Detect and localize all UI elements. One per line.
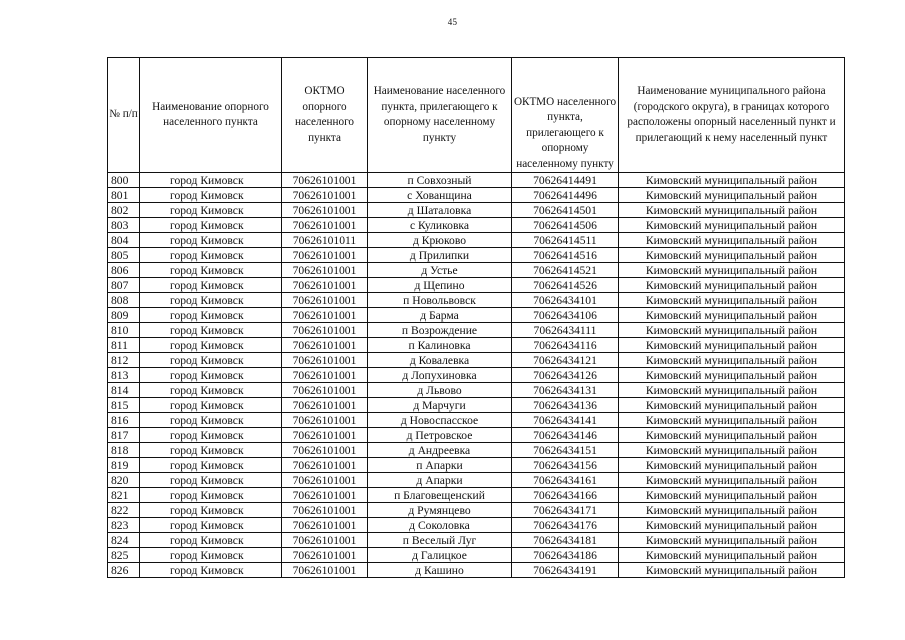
cell-adjacent-settlement: д Петровское — [368, 428, 512, 443]
table-row — [108, 188, 845, 203]
cell-adjacent-settlement: п Возрождение — [368, 323, 512, 338]
table-row — [108, 533, 845, 548]
cell-municipal-district: Кимовский муниципальный район — [619, 218, 845, 233]
cell-support-settlement: город Кимовск — [140, 398, 282, 413]
cell-adjacent-settlement: д Соколовка — [368, 518, 512, 533]
table-row — [108, 248, 845, 263]
cell-support-settlement: город Кимовск — [140, 203, 282, 218]
table-row — [108, 323, 845, 338]
cell-row-number: 820 — [108, 473, 140, 488]
cell-support-oktmo: 70626101001 — [282, 518, 368, 533]
cell-adjacent-settlement: п Калиновка — [368, 338, 512, 353]
cell-municipal-district: Кимовский муниципальный район — [619, 548, 845, 563]
cell-municipal-district: Кимовский муниципальный район — [619, 263, 845, 278]
cell-row-number: 816 — [108, 413, 140, 428]
cell-support-settlement: город Кимовск — [140, 503, 282, 518]
cell-support-settlement: город Кимовск — [140, 368, 282, 383]
cell-adjacent-oktmo: 70626414526 — [512, 278, 619, 293]
cell-adjacent-oktmo: 70626434116 — [512, 338, 619, 353]
cell-adjacent-settlement: п Веселый Луг — [368, 533, 512, 548]
table-row — [108, 233, 845, 248]
table-row — [108, 383, 845, 398]
cell-adjacent-oktmo: 70626434141 — [512, 413, 619, 428]
cell-adjacent-oktmo: 70626414511 — [512, 233, 619, 248]
cell-municipal-district: Кимовский муниципальный район — [619, 233, 845, 248]
cell-adjacent-settlement: д Лопухиновка — [368, 368, 512, 383]
cell-support-oktmo: 70626101001 — [282, 188, 368, 203]
cell-support-oktmo: 70626101001 — [282, 563, 368, 578]
cell-adjacent-settlement: д Щепино — [368, 278, 512, 293]
cell-support-settlement: город Кимовск — [140, 308, 282, 323]
table-row — [108, 338, 845, 353]
cell-support-settlement: город Кимовск — [140, 413, 282, 428]
cell-row-number: 813 — [108, 368, 140, 383]
cell-support-oktmo: 70626101001 — [282, 338, 368, 353]
cell-row-number: 826 — [108, 563, 140, 578]
cell-support-settlement: город Кимовск — [140, 188, 282, 203]
cell-support-settlement: город Кимовск — [140, 173, 282, 188]
cell-support-oktmo: 70626101001 — [282, 428, 368, 443]
header-support-settlement: Наименование опорного населенного пункта — [140, 58, 282, 173]
cell-adjacent-oktmo: 70626434181 — [512, 533, 619, 548]
cell-adjacent-oktmo: 70626434176 — [512, 518, 619, 533]
cell-support-settlement: город Кимовск — [140, 488, 282, 503]
header-adjacent-settlement: Наименование населенного пункта, прилегающего к опорному населенному пункту — [368, 58, 512, 173]
cell-adjacent-oktmo: 70626414496 — [512, 188, 619, 203]
cell-adjacent-settlement: п Совхозный — [368, 173, 512, 188]
cell-support-settlement: город Кимовск — [140, 458, 282, 473]
cell-adjacent-settlement: д Ковалевка — [368, 353, 512, 368]
cell-adjacent-settlement: д Марчуги — [368, 398, 512, 413]
cell-support-settlement: город Кимовск — [140, 428, 282, 443]
cell-support-settlement: город Кимовск — [140, 443, 282, 458]
cell-support-oktmo: 70626101001 — [282, 503, 368, 518]
cell-adjacent-oktmo: 70626434121 — [512, 353, 619, 368]
cell-row-number: 825 — [108, 548, 140, 563]
cell-row-number: 822 — [108, 503, 140, 518]
cell-municipal-district: Кимовский муниципальный район — [619, 203, 845, 218]
cell-row-number: 809 — [108, 308, 140, 323]
cell-adjacent-settlement: д Кашино — [368, 563, 512, 578]
cell-adjacent-oktmo: 70626414491 — [512, 173, 619, 188]
cell-municipal-district: Кимовский муниципальный район — [619, 173, 845, 188]
cell-adjacent-settlement: п Новольвовск — [368, 293, 512, 308]
table-row — [108, 398, 845, 413]
cell-support-oktmo: 70626101001 — [282, 488, 368, 503]
cell-row-number: 807 — [108, 278, 140, 293]
cell-municipal-district: Кимовский муниципальный район — [619, 563, 845, 578]
cell-adjacent-oktmo: 70626434186 — [512, 548, 619, 563]
cell-row-number: 821 — [108, 488, 140, 503]
table-row — [108, 458, 845, 473]
page-number: 45 — [447, 17, 458, 27]
cell-support-oktmo: 70626101001 — [282, 443, 368, 458]
cell-support-oktmo: 70626101001 — [282, 383, 368, 398]
cell-municipal-district: Кимовский муниципальный район — [619, 293, 845, 308]
table-row — [108, 353, 845, 368]
cell-adjacent-settlement: д Румянцево — [368, 503, 512, 518]
cell-adjacent-settlement: д Апарки — [368, 473, 512, 488]
cell-municipal-district: Кимовский муниципальный район — [619, 443, 845, 458]
cell-adjacent-oktmo: 70626434191 — [512, 563, 619, 578]
cell-adjacent-settlement: п Апарки — [368, 458, 512, 473]
cell-municipal-district: Кимовский муниципальный район — [619, 503, 845, 518]
cell-row-number: 803 — [108, 218, 140, 233]
table-row — [108, 308, 845, 323]
cell-row-number: 808 — [108, 293, 140, 308]
cell-support-settlement: город Кимовск — [140, 293, 282, 308]
table-row — [108, 473, 845, 488]
cell-adjacent-oktmo: 70626434106 — [512, 308, 619, 323]
cell-row-number: 800 — [108, 173, 140, 188]
cell-municipal-district: Кимовский муниципальный район — [619, 323, 845, 338]
cell-municipal-district: Кимовский муниципальный район — [619, 533, 845, 548]
cell-municipal-district: Кимовский муниципальный район — [619, 188, 845, 203]
cell-municipal-district: Кимовский муниципальный район — [619, 353, 845, 368]
cell-row-number: 823 — [108, 518, 140, 533]
cell-municipal-district: Кимовский муниципальный район — [619, 413, 845, 428]
cell-adjacent-oktmo: 70626434136 — [512, 398, 619, 413]
cell-row-number: 815 — [108, 398, 140, 413]
table-row — [108, 518, 845, 533]
header-row — [108, 58, 845, 173]
cell-support-settlement: город Кимовск — [140, 548, 282, 563]
cell-support-settlement: город Кимовск — [140, 248, 282, 263]
cell-support-settlement: город Кимовск — [140, 473, 282, 488]
table-row — [108, 203, 845, 218]
cell-municipal-district: Кимовский муниципальный район — [619, 518, 845, 533]
table-row — [108, 218, 845, 233]
cell-support-oktmo: 70626101001 — [282, 263, 368, 278]
cell-support-oktmo: 70626101001 — [282, 533, 368, 548]
cell-row-number: 812 — [108, 353, 140, 368]
cell-adjacent-settlement: д Львово — [368, 383, 512, 398]
cell-support-oktmo: 70626101001 — [282, 473, 368, 488]
cell-support-oktmo: 70626101001 — [282, 458, 368, 473]
cell-adjacent-oktmo: 70626434131 — [512, 383, 619, 398]
header-row-number: № п/п — [108, 58, 140, 173]
cell-row-number: 814 — [108, 383, 140, 398]
cell-support-settlement: город Кимовск — [140, 533, 282, 548]
cell-row-number: 811 — [108, 338, 140, 353]
cell-row-number: 806 — [108, 263, 140, 278]
table-row — [108, 173, 845, 188]
cell-support-oktmo: 70626101001 — [282, 398, 368, 413]
cell-adjacent-oktmo: 70626434101 — [512, 293, 619, 308]
cell-row-number: 801 — [108, 188, 140, 203]
cell-municipal-district: Кимовский муниципальный район — [619, 428, 845, 443]
cell-support-oktmo: 70626101001 — [282, 368, 368, 383]
cell-support-oktmo: 70626101001 — [282, 353, 368, 368]
settlements-table — [107, 57, 845, 578]
cell-support-oktmo: 70626101001 — [282, 173, 368, 188]
cell-support-settlement: город Кимовск — [140, 278, 282, 293]
cell-adjacent-settlement: д Устье — [368, 263, 512, 278]
cell-adjacent-settlement: с Хованщина — [368, 188, 512, 203]
cell-row-number: 818 — [108, 443, 140, 458]
cell-support-oktmo: 70626101001 — [282, 413, 368, 428]
cell-support-oktmo: 70626101001 — [282, 203, 368, 218]
table-row — [108, 413, 845, 428]
table-row — [108, 443, 845, 458]
cell-support-settlement: город Кимовск — [140, 338, 282, 353]
cell-municipal-district: Кимовский муниципальный район — [619, 458, 845, 473]
table-header — [108, 58, 845, 173]
cell-municipal-district: Кимовский муниципальный район — [619, 473, 845, 488]
cell-row-number: 824 — [108, 533, 140, 548]
cell-row-number: 810 — [108, 323, 140, 338]
cell-adjacent-settlement: д Андреевка — [368, 443, 512, 458]
cell-support-settlement: город Кимовск — [140, 353, 282, 368]
table-row — [108, 368, 845, 383]
cell-row-number: 819 — [108, 458, 140, 473]
cell-support-oktmo: 70626101001 — [282, 293, 368, 308]
cell-adjacent-oktmo: 70626434161 — [512, 473, 619, 488]
cell-adjacent-oktmo: 70626434156 — [512, 458, 619, 473]
table-row — [108, 563, 845, 578]
cell-adjacent-settlement: д Крюково — [368, 233, 512, 248]
cell-adjacent-settlement: с Куликовка — [368, 218, 512, 233]
cell-adjacent-oktmo: 70626414516 — [512, 248, 619, 263]
table-body — [108, 173, 845, 578]
cell-adjacent-oktmo: 70626414506 — [512, 218, 619, 233]
table-row — [108, 263, 845, 278]
cell-support-oktmo: 70626101001 — [282, 548, 368, 563]
cell-support-oktmo: 70626101001 — [282, 308, 368, 323]
cell-adjacent-oktmo: 70626434111 — [512, 323, 619, 338]
cell-row-number: 805 — [108, 248, 140, 263]
cell-support-oktmo: 70626101011 — [282, 233, 368, 248]
cell-support-settlement: город Кимовск — [140, 233, 282, 248]
cell-municipal-district: Кимовский муниципальный район — [619, 368, 845, 383]
cell-support-oktmo: 70626101001 — [282, 248, 368, 263]
cell-municipal-district: Кимовский муниципальный район — [619, 488, 845, 503]
cell-adjacent-oktmo: 70626434126 — [512, 368, 619, 383]
cell-adjacent-oktmo: 70626434151 — [512, 443, 619, 458]
cell-adjacent-settlement: д Галицкое — [368, 548, 512, 563]
table-row — [108, 278, 845, 293]
table-row — [108, 428, 845, 443]
cell-row-number: 817 — [108, 428, 140, 443]
cell-adjacent-settlement: д Новоспасское — [368, 413, 512, 428]
table-row — [108, 548, 845, 563]
cell-municipal-district: Кимовский муниципальный район — [619, 278, 845, 293]
cell-adjacent-oktmo: 70626434146 — [512, 428, 619, 443]
cell-row-number: 804 — [108, 233, 140, 248]
cell-adjacent-oktmo: 70626414521 — [512, 263, 619, 278]
cell-support-settlement: город Кимовск — [140, 563, 282, 578]
cell-adjacent-oktmo: 70626434166 — [512, 488, 619, 503]
header-adjacent-oktmo: ОКТМО населенного пункта, прилегающего к опорному населенному пункту — [512, 58, 619, 173]
table-row — [108, 293, 845, 308]
cell-support-settlement: город Кимовск — [140, 518, 282, 533]
cell-municipal-district: Кимовский муниципальный район — [619, 338, 845, 353]
header-support-oktmo: ОКТМО опорного населенного пункта — [282, 58, 368, 173]
cell-support-settlement: город Кимовск — [140, 218, 282, 233]
cell-support-oktmo: 70626101001 — [282, 278, 368, 293]
cell-adjacent-settlement: д Прилипки — [368, 248, 512, 263]
cell-support-oktmo: 70626101001 — [282, 323, 368, 338]
cell-adjacent-settlement: д Барма — [368, 308, 512, 323]
cell-municipal-district: Кимовский муниципальный район — [619, 248, 845, 263]
cell-adjacent-oktmo: 70626414501 — [512, 203, 619, 218]
cell-adjacent-oktmo: 70626434171 — [512, 503, 619, 518]
cell-support-settlement: город Кимовск — [140, 323, 282, 338]
cell-adjacent-settlement: д Шаталовка — [368, 203, 512, 218]
table-row — [108, 503, 845, 518]
cell-support-settlement: город Кимовск — [140, 263, 282, 278]
cell-adjacent-settlement: п Благовещенский — [368, 488, 512, 503]
cell-support-oktmo: 70626101001 — [282, 218, 368, 233]
cell-row-number: 802 — [108, 203, 140, 218]
cell-municipal-district: Кимовский муниципальный район — [619, 398, 845, 413]
cell-municipal-district: Кимовский муниципальный район — [619, 308, 845, 323]
cell-municipal-district: Кимовский муниципальный район — [619, 383, 845, 398]
table-row — [108, 488, 845, 503]
cell-support-settlement: город Кимовск — [140, 383, 282, 398]
header-municipal-district: Наименование муниципального района (городского округа), в границах которого расположены опорный населенный пункт и прилегающий к нему населенный пункт — [619, 58, 845, 173]
